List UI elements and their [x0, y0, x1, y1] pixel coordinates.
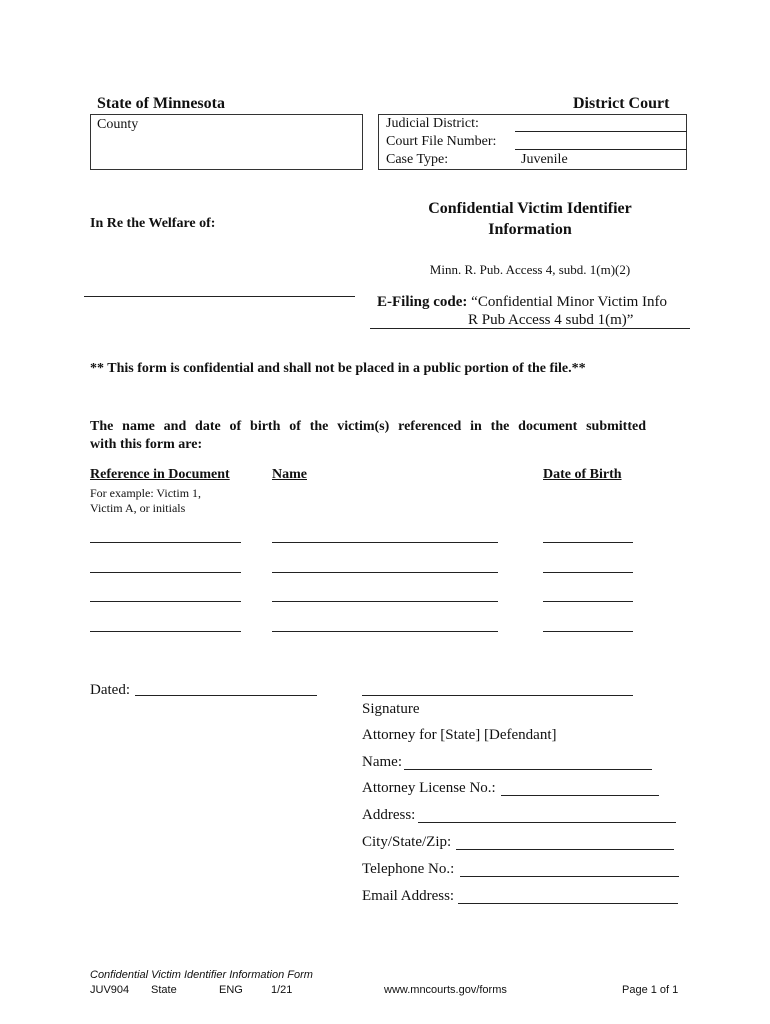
efiling-code-line1: [377, 294, 667, 311]
signature-field[interactable]: [362, 695, 633, 696]
reference-example-line2: Victim A, or initials: [90, 501, 186, 515]
footer-page-number: Page 1 of 1: [622, 984, 679, 996]
attorney-name-field[interactable]: [404, 769, 652, 770]
reference-field[interactable]: [90, 601, 241, 602]
efiling-value-line1: “Confidential Minor Victim Info: [471, 294, 668, 310]
name-field[interactable]: [272, 601, 498, 602]
form-title-line1: Confidential Victim Identifier: [428, 200, 632, 217]
footer-form-code: JUV904: [90, 984, 130, 996]
footer-language: ENG: [219, 984, 243, 996]
respondent-name-field[interactable]: [84, 296, 355, 297]
telephone-label: Telephone No.:: [362, 861, 455, 877]
footer-jurisdiction: State: [151, 984, 177, 996]
col-header-name: Name: [272, 467, 307, 482]
reference-example-line1: For example: Victim 1,: [90, 486, 202, 500]
dob-field[interactable]: [543, 572, 633, 573]
county-label: County: [97, 117, 139, 132]
name-field[interactable]: [272, 572, 498, 573]
signature-label: Signature: [362, 701, 420, 717]
efiling-label: E-Filing code:: [377, 294, 468, 310]
judicial-district-label: Judicial District:: [386, 116, 479, 131]
case-type-label: Case Type:: [386, 152, 449, 167]
license-field[interactable]: [501, 795, 659, 796]
state-heading: State of Minnesota: [97, 95, 225, 112]
license-label: Attorney License No.:: [362, 780, 496, 796]
case-type-value: Juvenile: [521, 152, 568, 167]
reference-field[interactable]: [90, 631, 241, 632]
address-label: Address:: [362, 807, 416, 823]
efiling-underline: [370, 328, 690, 329]
county-box[interactable]: [90, 114, 363, 170]
intro-line2: with this form are:: [90, 437, 203, 452]
telephone-field[interactable]: [460, 876, 679, 877]
rule-citation: Minn. R. Pub. Access 4, subd. 1(m)(2): [429, 262, 631, 277]
col-header-dob: Date of Birth: [543, 467, 622, 482]
email-label: Email Address:: [362, 888, 455, 904]
name-field[interactable]: [272, 631, 498, 632]
footer-form-title: Confidential Victim Identifier Information Form: [90, 969, 313, 981]
reference-field[interactable]: [90, 542, 241, 543]
court-file-label: Court File Number:: [386, 134, 497, 149]
city-state-zip-field[interactable]: [456, 849, 674, 850]
address-field[interactable]: [418, 822, 676, 823]
efiling-value-line2: R Pub Access 4 subd 1(m)”: [468, 312, 634, 328]
form-title-line2: Information: [488, 221, 572, 238]
attorney-name-label: Name:: [362, 754, 402, 770]
email-field[interactable]: [458, 903, 678, 904]
name-field[interactable]: [272, 542, 498, 543]
dob-field[interactable]: [543, 631, 633, 632]
dated-field[interactable]: [135, 695, 317, 696]
attorney-for-label: Attorney for [State] [Defendant]: [362, 727, 557, 743]
footer-website-link[interactable]: www.mncourts.gov/forms: [384, 984, 507, 996]
intro-line1: The name and date of birth of the victim(s) referenced in the document submitted: [90, 419, 646, 434]
footer-revision: 1/21: [271, 984, 293, 996]
city-state-zip-label: City/State/Zip:: [362, 834, 452, 850]
judicial-district-field[interactable]: [515, 131, 687, 132]
court-file-field[interactable]: [515, 149, 687, 150]
dob-field[interactable]: [543, 542, 633, 543]
in-re-label: In Re the Welfare of:: [90, 216, 216, 231]
reference-field[interactable]: [90, 572, 241, 573]
court-heading: District Court: [573, 95, 670, 112]
dated-label: Dated:: [90, 682, 130, 698]
confidential-notice: ** This form is confidential and shall not be placed in a public portion of the file.**: [90, 361, 586, 376]
dob-field[interactable]: [543, 601, 633, 602]
col-header-reference: Reference in Document: [90, 467, 230, 482]
case-info-box: [378, 114, 687, 170]
